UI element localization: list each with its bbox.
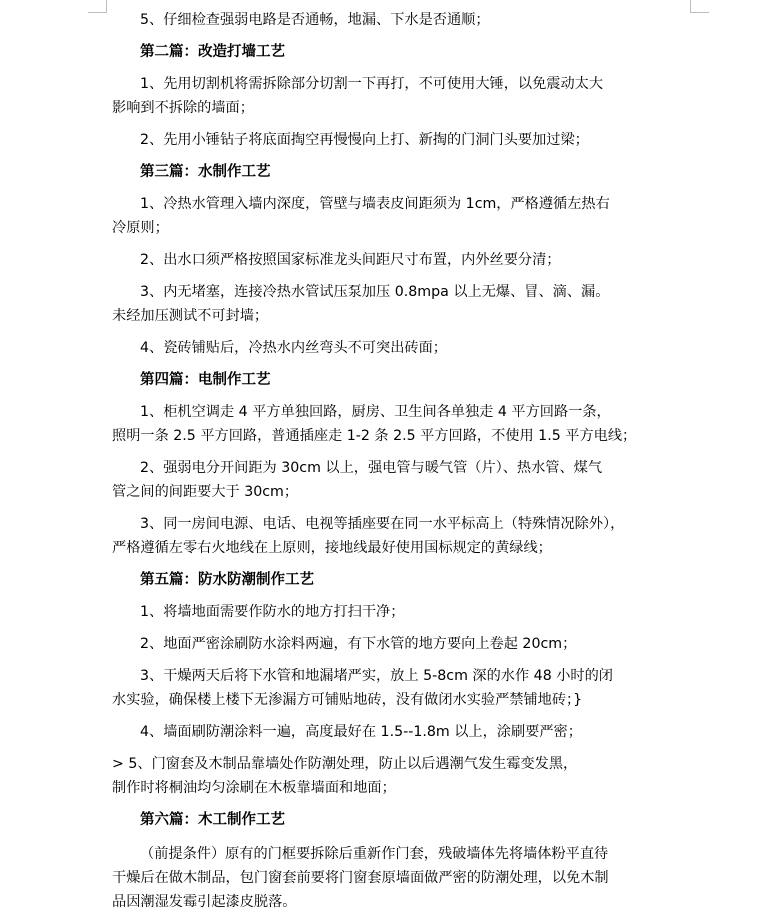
- paragraph-line: 3、内无堵塞，连接冷热水管试压泵加压 0.8mpa 以上无爆、冒、滴、漏。: [140, 284, 610, 300]
- paragraph: [112, 512, 668, 560]
- page-corner-mark-right: [690, 0, 709, 13]
- paragraph-line: 4、瓷砖铺贴后，冷热水内丝弯头不可突出砖面；: [140, 340, 447, 356]
- paragraph-line: 制作时将桐油均匀涂刷在木板靠墙面和地面；: [112, 780, 396, 796]
- paragraph-line: 2、地面严密涂刷防水涂料两遍，有下水管的地方要向上卷起 20cm；: [140, 636, 577, 652]
- section-heading: 第五篇：防水防潮制作工艺: [140, 572, 314, 588]
- paragraph-line: 管之间的间距要大于 30cm；: [112, 484, 299, 500]
- paragraph-line: 4、墙面刷防潮涂料一遍，高度最好在 1.5--1.8m 以上，涂刷要严密；: [140, 724, 582, 740]
- page-corner-mark-left: [88, 0, 107, 13]
- paragraph: [112, 248, 668, 272]
- paragraph-line: 影响到不拆除的墙面；: [112, 100, 254, 116]
- paragraph-line: 2、强弱电分开间距为 30cm 以上，强电管与暖气管（片）、热水管、煤气: [140, 460, 603, 476]
- paragraph-line: 严格遵循左零右火地线在上原则，接地线最好使用国标规定的黄绿线；: [112, 540, 552, 556]
- paragraph-line: 品因潮湿发霉引起漆皮脱落。: [112, 894, 297, 910]
- paragraph-line: 冷原则；: [112, 220, 169, 236]
- paragraph-line: 照明一条 2.5 平方回路，普通插座走 1-2 条 2.5 平方回路，不使用 1.5 平方电线；: [112, 428, 637, 444]
- paragraph: [112, 664, 668, 712]
- paragraph-line: 水实验，确保楼上楼下无渗漏方可铺贴地砖，没有做闭水实验严禁铺地砖；}: [112, 692, 583, 708]
- paragraph: [112, 600, 668, 624]
- paragraph: [112, 456, 668, 504]
- paragraph-line: 未经加压测试不可封墙；: [112, 308, 269, 324]
- section-heading: 第二篇：改造打墙工艺: [140, 44, 285, 60]
- paragraph-line: 1、冷热水管理入墙内深度，管壁与墙表皮间距须为 1cm，严格遵循左热右: [140, 196, 610, 212]
- paragraph: [112, 400, 668, 448]
- paragraph-line: 5、仔细检查强弱电路是否通畅，地漏、下水是否通顺；: [140, 12, 490, 28]
- paragraph: [112, 128, 668, 152]
- quoted-paragraph: [112, 752, 668, 800]
- paragraph: [112, 842, 668, 914]
- section-heading: 第四篇：电制作工艺: [140, 372, 271, 388]
- paragraph: [112, 336, 668, 360]
- paragraph-line: > 5、门窗套及木制品靠墙处作防潮处理，防止以后遇潮气发生霉变发黑，: [112, 756, 578, 772]
- document-body: [112, 8, 668, 914]
- paragraph-line: （前提条件）原有的门框要拆除后重新作门套，残破墙体先将墙体粉平直待: [140, 846, 609, 862]
- paragraph: [112, 632, 668, 656]
- paragraph-line: 1、将墙地面需要作防水的地方打扫干净；: [140, 604, 405, 620]
- paragraph-line: 3、干燥两天后将下水管和地漏堵严实，放上 5-8cm 深的水作 48 小时的闭: [140, 668, 613, 684]
- paragraph: [112, 192, 668, 240]
- paragraph-line: 2、先用小锤钻子将底面掏空再慢慢向上打、新掏的门洞门头要加过梁；: [140, 132, 589, 148]
- paragraph-line: 干燥后在做木制品，包门窗套前要将门窗套原墙面做严密的防潮处理，以免木制: [112, 870, 609, 886]
- paragraph-line: 2、出水口须严格按照国家标准龙头间距尺寸布置，内外丝要分清；: [140, 252, 561, 268]
- paragraph-line: 1、柜机空调走 4 平方单独回路，厨房、卫生间各单独走 4 平方回路一条，: [140, 404, 611, 420]
- paragraph: [112, 8, 668, 32]
- paragraph-line: 3、同一房间电源、电话、电视等插座要在同一水平标高上（特殊情况除外），: [140, 516, 625, 532]
- paragraph: [112, 72, 668, 120]
- section-heading: 第三篇：水制作工艺: [140, 164, 271, 180]
- paragraph: [112, 720, 668, 744]
- paragraph-line: 1、先用切割机将需拆除部分切割一下再打，不可使用大锤，以免震动太大: [140, 76, 604, 92]
- paragraph: [112, 280, 668, 328]
- section-heading: 第六篇：木工制作工艺: [140, 812, 285, 828]
